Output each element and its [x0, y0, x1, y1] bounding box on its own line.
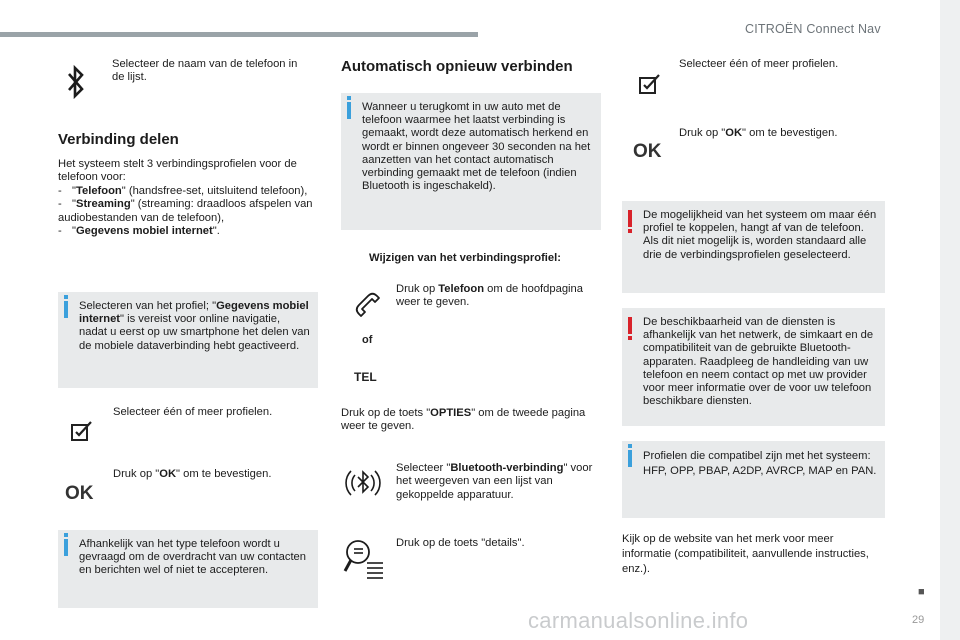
warning-box-services — [622, 308, 885, 426]
info-box-contacts — [58, 530, 318, 608]
ok-icon: OK — [633, 141, 662, 162]
info-box-compatible-profiles — [622, 441, 885, 518]
options-pre: Druk op de toets " — [341, 407, 431, 419]
press-phone-text — [396, 283, 596, 310]
info-box-data-profile-text — [79, 300, 310, 353]
options-bold: OPTIES — [430, 407, 472, 419]
warning-box-one-profile-text: De mogelijkheid van het systeem om maar één profiel te koppelen, hangt af van de telefoon. Als dit niet mogelijk is, worden standaard alle drie de verbindingsprofielen geselecteerd. — [643, 209, 877, 261]
profile-item-streaming-desc: " (streaming: draadloos afspelen van audiobestanden van de telefoon), — [58, 198, 313, 224]
details-search-icon — [343, 537, 385, 581]
info-marker-icon — [64, 301, 68, 318]
phone-bold: Telefoon — [438, 283, 485, 295]
profile-item-data-label: Gegevens mobiel internet — [75, 225, 213, 238]
checkbox-select-icon — [638, 73, 662, 95]
header-rule — [0, 32, 478, 37]
phone-post: om de hoofdpagina weer te geven. — [396, 283, 583, 309]
press-options-text — [341, 407, 606, 434]
ok-bold: OK — [725, 127, 743, 139]
ok-icon: OK — [65, 483, 94, 504]
or-label: of — [362, 334, 373, 346]
ok-pre: Druk op " — [113, 468, 160, 480]
profiles-intro-text: Het systeem stelt 3 verbindingsprofielen voor de telefoon voor: — [58, 158, 297, 184]
profile-item-telefoon: - "Telefoon" (handsfree-set, uitsluitend telefoon), — [58, 184, 308, 197]
ok-bold: OK — [159, 468, 177, 480]
select-bluetooth-connection-text — [396, 462, 596, 502]
options-post: " om de tweede pagina weer te geven. — [341, 407, 586, 433]
profile-item-data-desc: ". — [212, 225, 220, 238]
profile-item-telefoon-desc: " (handsfree-set, uitsluitend telefoon), — [121, 184, 308, 197]
ok-post: " om te bevestigen. — [742, 127, 838, 139]
info1-bold: Gegevens mobiel internet — [79, 300, 309, 326]
subheading-change-profile: Wijzigen van het verbindingsprofiel: — [369, 252, 561, 264]
continue-marker: ■ — [918, 586, 925, 598]
info-box-compatible-profiles-text: Profielen die compatibel zijn met het systeem: HFP, OPP, PBAP, A2DP, AVRCP, MAP en PAN. — [643, 450, 877, 477]
website-info-text: Kijk op de website van het merk voor meer informatie (compatibiliteit, aanvullende instructies, enz.). — [622, 533, 869, 575]
confirm-ok-text-2 — [679, 127, 879, 140]
warning-box-services-text: De beschikbaarheid van de diensten is afhankelijk van het netwerk, de simkaart en de compatibiliteit van de gebruikte Bluetooth-apparaten. Raadpleeg de handleiding van uw telefoon en neem contact op met uw provider voor meer informatie over de voor uw telefoon beschikbare diensten. — [643, 316, 874, 408]
phone-pre: Druk op — [396, 283, 439, 295]
tel-button-icon: TEL — [354, 370, 377, 384]
select-phone-text: Selecteer de naam van de telefoon in de lijst. — [112, 58, 298, 84]
info1-post: " is vereist voor online navigatie, nadat u eerst op uw smartphone het delen van de mobiele dataverbinding hebt geactiveerd. — [79, 313, 310, 352]
bt-pre: Selecteer " — [396, 462, 451, 474]
info-marker-icon — [64, 539, 68, 556]
bt-post: " voor het weergeven van een lijst van gekoppelde apparatuur. — [396, 462, 593, 501]
warning-marker-icon — [628, 210, 632, 227]
profile-item-telefoon-label: Telefoon — [75, 184, 122, 197]
ok-post: " om te bevestigen. — [176, 468, 272, 480]
ok-pre: Druk op " — [679, 127, 726, 139]
bluetooth-connection-icon — [343, 463, 383, 503]
select-profiles-text-2: Selecteer één of meer profielen. — [679, 58, 839, 70]
brand-title: CITROËN Connect Nav — [745, 22, 881, 36]
bluetooth-icon — [65, 64, 87, 100]
confirm-ok-text — [113, 468, 313, 481]
info-marker-icon — [628, 450, 632, 467]
info1-pre: Selecteren van het profiel; " — [79, 300, 217, 312]
info-box-auto-reconnect — [341, 93, 601, 230]
press-details-text: Druk op de toets "details". — [396, 537, 525, 549]
profiles-intro — [58, 158, 313, 238]
profile-item-data: - "Gegevens mobiel internet". — [58, 225, 220, 238]
profile-item-streaming-label: Streaming — [75, 198, 131, 211]
phone-handset-icon — [353, 290, 383, 320]
profile-item-streaming: - "Streaming" (streaming: draadloos afspelen van audiobestanden van de telefoon), — [58, 198, 313, 224]
page-number: 29 — [912, 614, 925, 626]
bt-bold: Bluetooth-verbinding — [450, 462, 564, 474]
info-box-data-profile — [58, 292, 318, 388]
info-box-contacts-text: Afhankelijk van het type telefoon wordt u gevraagd om de overdracht van uw contacten en berichten wel of niet te accepteren. — [79, 538, 306, 577]
info-marker-icon — [347, 102, 351, 119]
watermark: carmanualsonline.info — [528, 608, 749, 633]
warning-box-one-profile — [622, 201, 885, 293]
section-heading-auto-reconnect: Automatisch opnieuw verbinden — [341, 58, 573, 75]
page-edge-strip — [940, 0, 960, 640]
checkbox-select-icon — [70, 420, 94, 442]
warning-marker-icon — [628, 317, 632, 334]
section-heading-verbinding-delen: Verbinding delen — [58, 131, 179, 148]
select-profiles-text: Selecteer één of meer profielen. — [113, 406, 273, 418]
info-box-auto-reconnect-text: Wanneer u terugkomt in uw auto met de telefoon waarmee het laatst verbinding is gemaakt, wordt deze automatisch herkend en wordt er binnen ongeveer 30 seconden na het aanzetten van het contact automatisch verbinding gemaakt met de telefoon (indien Bluetooth is ingeschakeld). — [362, 101, 591, 193]
